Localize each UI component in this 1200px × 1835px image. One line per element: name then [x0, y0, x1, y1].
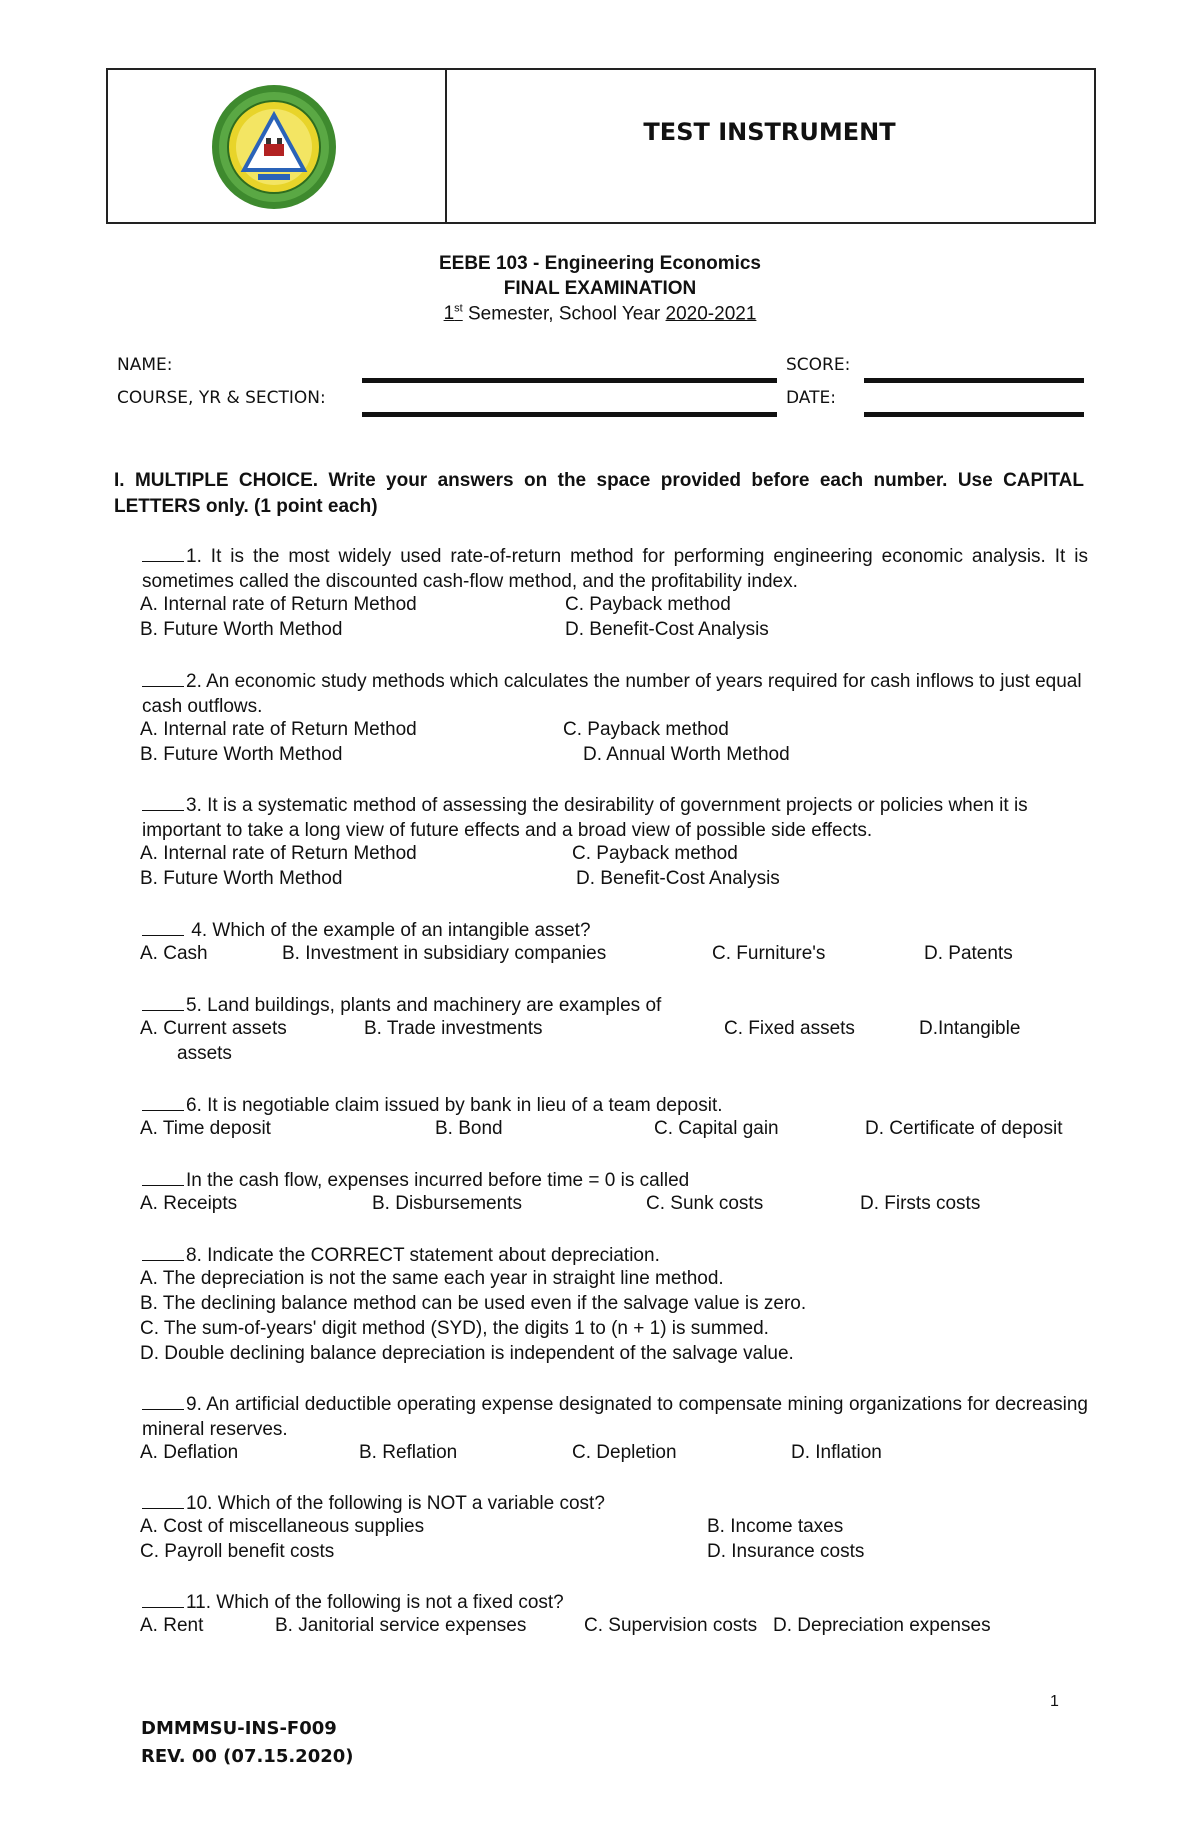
- question-6-option-c: C. Capital gain: [654, 1118, 779, 1139]
- semester-line: [0, 303, 1200, 325]
- question-11-option-d: D. Depreciation expenses: [773, 1615, 991, 1636]
- question-5: [142, 992, 1088, 1068]
- semester-suffix: st: [454, 303, 463, 315]
- question-3-option-d: D. Benefit-Cost Analysis: [576, 868, 780, 889]
- question-5-option-c: C. Fixed assets: [724, 1018, 855, 1039]
- question-11-option-b: B. Janitorial service expenses: [275, 1615, 527, 1636]
- answer-blank-7[interactable]: [142, 1167, 184, 1186]
- question-5-option-a: A. Current assets: [140, 1018, 287, 1039]
- question-10: [142, 1490, 1088, 1566]
- question-1-option-a: A. Internal rate of Return Method: [140, 594, 417, 615]
- question-9-option-d: D. Inflation: [791, 1442, 882, 1463]
- question-9-option-b: B. Reflation: [359, 1442, 458, 1463]
- answer-blank-9[interactable]: [142, 1391, 184, 1410]
- answer-blank-5[interactable]: [142, 992, 184, 1011]
- question-8: [142, 1242, 1088, 1367]
- instructions: I. MULTIPLE CHOICE. Write your answers on the space provided before each number. Use CAPITAL LETTERS only. (1 point each): [114, 470, 1084, 517]
- question-10-option-d: D. Insurance costs: [707, 1541, 865, 1562]
- question-8-option-b: B. The declining balance method can be used even if the salvage value is zero.: [140, 1293, 807, 1314]
- question-4-stem: 4. Which of the example of an intangible asset?: [186, 920, 591, 941]
- answer-blank-3[interactable]: [142, 792, 184, 811]
- semester-ordinal: 1: [443, 303, 455, 325]
- question-10-option-a: A. Cost of miscellaneous supplies: [140, 1516, 425, 1537]
- question-7-option-a: A. Receipts: [140, 1193, 238, 1214]
- question-9-option-a: A. Deflation: [140, 1442, 239, 1463]
- question-2-option-b: B. Future Worth Method: [140, 744, 343, 765]
- question-1-option-b: B. Future Worth Method: [140, 619, 343, 640]
- answer-blank-8[interactable]: [142, 1242, 184, 1261]
- answer-blank-1[interactable]: [142, 543, 184, 562]
- question-2-option-a: A. Internal rate of Return Method: [140, 719, 417, 740]
- question-7: [142, 1167, 1088, 1219]
- question-4-option-c: C. Furniture's: [712, 943, 826, 964]
- answer-blank-4[interactable]: [142, 917, 184, 936]
- question-5-stem: 5. Land buildings, plants and machinery are examples of: [186, 995, 662, 1016]
- answer-blank-2[interactable]: [142, 668, 184, 687]
- question-1-stem: 1. It is the most widely used rate-of-return method for performing engineering economic analysis. It is sometimes called the discounted cash-flow method, and the profitability index.: [142, 546, 1088, 592]
- name-label: NAME:: [117, 355, 173, 375]
- header-box: [106, 68, 1096, 224]
- exam-type: FINAL EXAMINATION: [503, 278, 697, 299]
- question-8-option-d: D. Double declining balance depreciation is independent of the salvage value.: [140, 1343, 794, 1364]
- question-2-stem: 2. An economic study methods which calculates the number of years required for cash inflows to just equal cash outflows.: [142, 671, 1082, 717]
- question-8-stem: 8. Indicate the CORRECT statement about depreciation.: [186, 1245, 660, 1266]
- question-11-option-c: C. Supervision costs: [584, 1615, 758, 1636]
- course-section-field[interactable]: [362, 412, 777, 417]
- question-11-option-a: A. Rent: [140, 1615, 204, 1636]
- question-4-option-d: D. Patents: [924, 943, 1013, 964]
- question-5-option-b: B. Trade investments: [364, 1018, 543, 1039]
- answer-blank-6[interactable]: [142, 1092, 184, 1111]
- question-3-option-b: B. Future Worth Method: [140, 868, 343, 889]
- answer-blank-10[interactable]: [142, 1490, 184, 1509]
- question-8-option-a: A. The depreciation is not the same each year in straight line method.: [140, 1268, 724, 1289]
- name-field[interactable]: [362, 378, 777, 383]
- question-3-option-c: C. Payback method: [572, 843, 738, 864]
- question-10-option-b: B. Income taxes: [707, 1516, 844, 1537]
- question-1: [142, 543, 1088, 643]
- date-field[interactable]: [864, 412, 1084, 417]
- question-7-option-d: D. Firsts costs: [860, 1193, 981, 1214]
- question-4-option-b: B. Investment in subsidiary companies: [282, 943, 607, 964]
- question-6: [142, 1092, 1088, 1144]
- question-10-stem: 10. Which of the following is NOT a variable cost?: [186, 1493, 605, 1514]
- question-6-option-d: D. Certificate of deposit: [865, 1118, 1063, 1139]
- document-title: TEST INSTRUMENT: [643, 118, 896, 146]
- date-label: DATE:: [786, 388, 836, 408]
- question-2-option-d: D. Annual Worth Method: [583, 744, 790, 765]
- form-code: DMMMSU-INS-F009: [141, 1718, 337, 1739]
- question-1-option-d: D. Benefit-Cost Analysis: [565, 619, 769, 640]
- question-7-stem: In the cash flow, expenses incurred before time = 0 is called: [186, 1170, 690, 1191]
- question-8-option-c: C. The sum-of-years' digit method (SYD), the digits 1 to (n + 1) is summed.: [140, 1318, 769, 1339]
- question-9-stem: 9. An artificial deductible operating expense designated to compensate mining organizations for decreasing mineral reserves.: [142, 1394, 1088, 1440]
- question-3-stem: 3. It is a systematic method of assessing the desirability of government projects or policies when it is important to take a long view of future effects and a broad view of possible side effects.: [142, 795, 1028, 841]
- question-4: [142, 917, 1088, 969]
- question-7-option-c: C. Sunk costs: [646, 1193, 764, 1214]
- semester-rest: Semester, School Year: [462, 303, 666, 325]
- university-seal-logo: [204, 82, 344, 212]
- question-3: [142, 792, 1088, 892]
- question-6-option-b: B. Bond: [435, 1118, 503, 1139]
- course-title: EEBE 103 - Engineering Economics: [438, 253, 762, 274]
- question-2-option-c: C. Payback method: [563, 719, 729, 740]
- question-9: [142, 1391, 1088, 1467]
- question-5-option-d-wrap: assets: [177, 1043, 232, 1064]
- answer-blank-11[interactable]: [142, 1589, 184, 1608]
- question-11: [142, 1589, 1088, 1641]
- question-7-option-b: B. Disbursements: [372, 1193, 522, 1214]
- question-3-option-a: A. Internal rate of Return Method: [140, 843, 417, 864]
- question-4-option-a: A. Cash: [140, 943, 208, 964]
- question-11-stem: 11. Which of the following is not a fixed cost?: [186, 1592, 564, 1613]
- revision: REV. 00 (07.15.2020): [141, 1746, 354, 1767]
- question-10-option-c: C. Payroll benefit costs: [140, 1541, 335, 1562]
- score-label: SCORE:: [786, 355, 851, 375]
- header-divider: [445, 70, 447, 222]
- question-2: [142, 668, 1088, 768]
- question-1-option-c: C. Payback method: [565, 594, 731, 615]
- course-section-label: COURSE, YR & SECTION:: [117, 388, 326, 408]
- page-number: 1: [1050, 1693, 1059, 1710]
- question-5-option-d: D.Intangible: [919, 1018, 1021, 1039]
- school-year: 2020-2021: [665, 303, 757, 325]
- question-6-stem: 6. It is negotiable claim issued by bank in lieu of a team deposit.: [186, 1095, 723, 1116]
- question-9-option-c: C. Depletion: [572, 1442, 677, 1463]
- score-field[interactable]: [864, 378, 1084, 383]
- question-6-option-a: A. Time deposit: [140, 1118, 271, 1139]
